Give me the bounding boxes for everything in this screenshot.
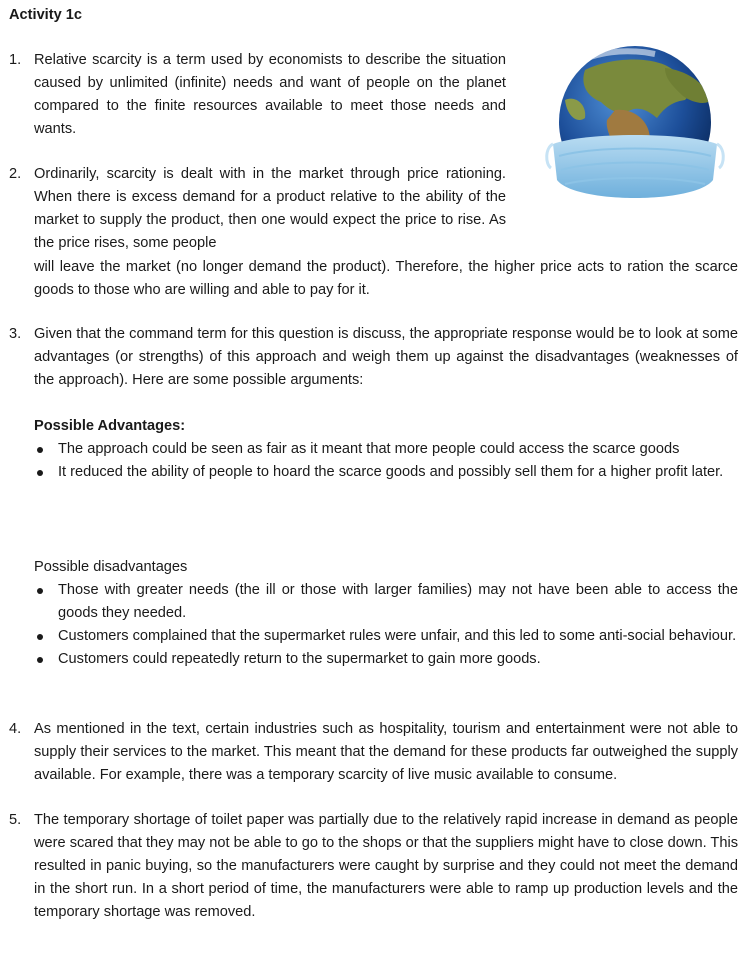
list-item: Customers complained that the supermarket rules were unfair, and this led to some anti-social behaviour. bbox=[34, 625, 738, 648]
globe-with-face-mask-icon bbox=[545, 40, 725, 220]
item-text-1: Relative scarcity is a term used by economists to describe the situation caused by unlimited (infinite) needs and want of people on the planet compared to the finite resources available to meet those needs and wants. bbox=[34, 52, 506, 137]
list-item: Customers could repeatedly return to the supermarket to gain more goods. bbox=[34, 648, 738, 671]
item-number-2: 2. bbox=[9, 166, 22, 182]
list-item: Those with greater needs (the ill or those with larger families) may not have been able to access the goods they needed. bbox=[34, 579, 738, 625]
activity-title: Activity 1c bbox=[9, 7, 83, 23]
item-text-4: As mentioned in the text, certain industries such as hospitality, tourism and entertainment were not able to supply their services to the market. This meant that the demand for these products far outweighed the supply available. For example, there was a temporary scarcity of live music available to consume. bbox=[34, 721, 738, 783]
advantages-heading: Possible Advantages: bbox=[34, 418, 186, 434]
list-item: The approach could be seen as fair as it meant that more people could access the scarce goods bbox=[34, 438, 738, 461]
item-number-1: 1. bbox=[9, 52, 22, 68]
disadvantages-heading: Possible disadvantages bbox=[34, 559, 188, 575]
item-text-5: The temporary shortage of toilet paper was partially due to the relatively rapid increase in demand as people were scared that they may not be able to go to the shops or that the suppliers might have to close down. This resulted in panic buying, so the manufacturers were caught by surprise and they could not meet the demand in the short run. In a short period of time, the manufacturers were able to ramp up production levels and the temporary shortage was removed. bbox=[34, 812, 738, 920]
list-item: It reduced the ability of people to hoard the scarce goods and possibly sell them for a higher profit later. bbox=[34, 461, 738, 484]
advantages-list bbox=[34, 438, 738, 484]
item-text-3: Given that the command term for this question is discuss, the appropriate response would be to look at some advantages (or strengths) of this approach and weigh them up against the disadvantages (weaknesses of the approach). Here are some possible arguments: bbox=[34, 326, 738, 388]
item-text-2-part-1: Ordinarily, scarcity is dealt with in the market through price rationing. When there is excess demand for a product relative to the ability of the market to supply the product, then one would expect the price to rise. As the price rises, some people bbox=[34, 166, 506, 251]
item-number-4: 4. bbox=[9, 721, 22, 737]
disadvantages-list bbox=[34, 579, 738, 671]
item-number-3: 3. bbox=[9, 326, 22, 342]
item-text-2-part-2: will leave the market (no longer demand the product). Therefore, the higher price acts to ration the scarce goods to those who are willing and able to pay for it. bbox=[34, 259, 738, 298]
item-number-5: 5. bbox=[9, 812, 22, 828]
